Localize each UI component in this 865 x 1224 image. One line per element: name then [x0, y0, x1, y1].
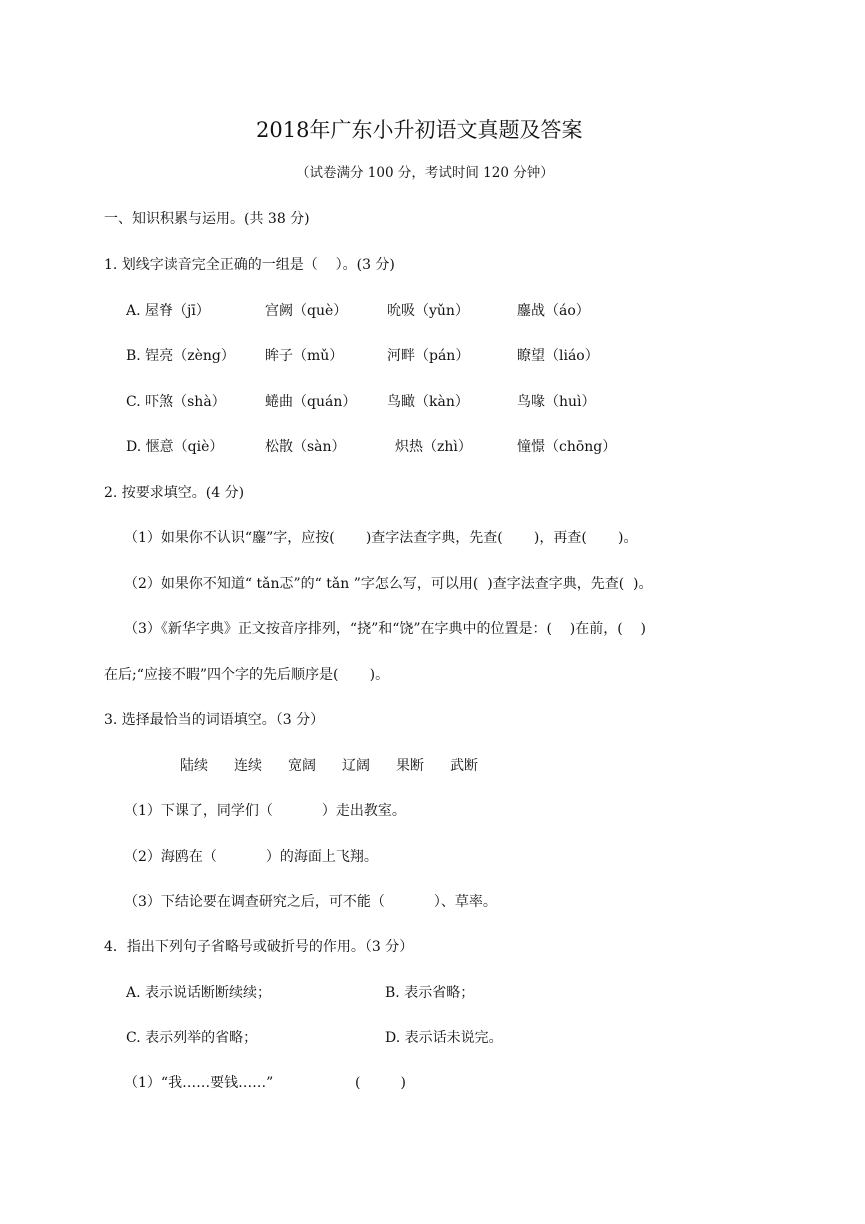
q1-option-a-3: 吮吸（yǔn）: [387, 303, 469, 319]
q4-part-1: （1）“我……要钱……”: [124, 1075, 274, 1091]
q4-stem: 4．指出下列句子省略号或破折号的作用。（3 分）: [104, 939, 414, 955]
q2-part-3-cont: 在后;“应接不暇”四个字的先后顺序是( )。: [104, 667, 390, 683]
q1-option-c-2: 蜷曲（quán）: [265, 394, 357, 410]
q1-option-c-3: 鸟瞰（kàn）: [387, 394, 469, 410]
q3-word: 武断: [450, 758, 478, 774]
q3-word: 果断: [396, 758, 424, 774]
q2-part-1: （1）如果你不认识“鏖”字，应按( )查字法查字典，先查( )，再查( )。: [124, 530, 638, 546]
q1-option-a-4: 鏖战（áo）: [517, 303, 590, 319]
q4-option-a: A. 表示说话断断续续；: [126, 985, 272, 1001]
q4-option-c: C. 表示列举的省略；: [126, 1030, 258, 1046]
q3-word: 陆续: [180, 758, 208, 774]
q1-option-b-4: 瞭望（liáo）: [517, 348, 599, 364]
q1-option-b-1: B. 锃亮（zèng）: [126, 348, 235, 364]
q1-option-a-2: 宫阙（què）: [265, 303, 348, 319]
q1-option-b-2: 眸子（mǔ）: [265, 348, 344, 364]
q3-part-1: （1）下课了，同学们（ ）走出教室。: [124, 803, 406, 819]
q2-stem: 2. 按要求填空。(4 分): [104, 485, 245, 501]
q1-stem: 1. 划线字读音完全正确的一组是（ ）。(3 分): [104, 257, 395, 273]
q2-part-2: （2）如果你不知道“ tǎn忑”的“ tǎn ”字怎么写，可以用( )查字法查字典，先查( )。: [124, 576, 653, 592]
q3-word: 辽阔: [342, 758, 370, 774]
q1-option-c-1: C. 吓煞（shà）: [126, 394, 226, 410]
q4-option-b: B. 表示省略；: [385, 985, 475, 1001]
q3-part-2: （2）海鸥在（ ）的海面上飞翔。: [124, 849, 378, 865]
q2-part-3: （3）《新华字典》正文按音序排列，“挠”和“饶”在字典中的位置是：( )在前，( ): [124, 621, 646, 637]
q1-option-d-4: 憧憬（chōng）: [517, 439, 617, 455]
q1-option-d-3: 炽热（zhì）: [395, 439, 472, 455]
q4-part-1-blank: ( ): [355, 1075, 406, 1091]
q1-option-a-1: A. 屋脊（jī）: [126, 303, 210, 319]
page-title: 2018年广东小升初语文真题及答案: [256, 118, 583, 142]
page-subtitle: （试卷满分 100 分，考试时间 120 分钟）: [296, 165, 554, 181]
q4-option-d: D. 表示话未说完。: [385, 1030, 503, 1046]
q1-option-d-1: D. 惬意（qiè）: [126, 439, 224, 455]
q3-stem: 3. 选择最恰当的词语填空。（3 分）: [104, 712, 325, 728]
section-heading: 一、知识积累与运用。(共 38 分): [104, 211, 310, 227]
q3-word: 连续: [234, 758, 262, 774]
q3-part-3: （3）下结论要在调查研究之后，可不能（ ）、草率。: [124, 894, 497, 910]
q3-word: 宽阔: [288, 758, 316, 774]
q1-option-c-4: 鸟喙（huì）: [517, 394, 596, 410]
q1-option-b-3: 河畔（pán）: [387, 348, 470, 364]
q1-option-d-2: 松散（sàn）: [265, 439, 346, 455]
